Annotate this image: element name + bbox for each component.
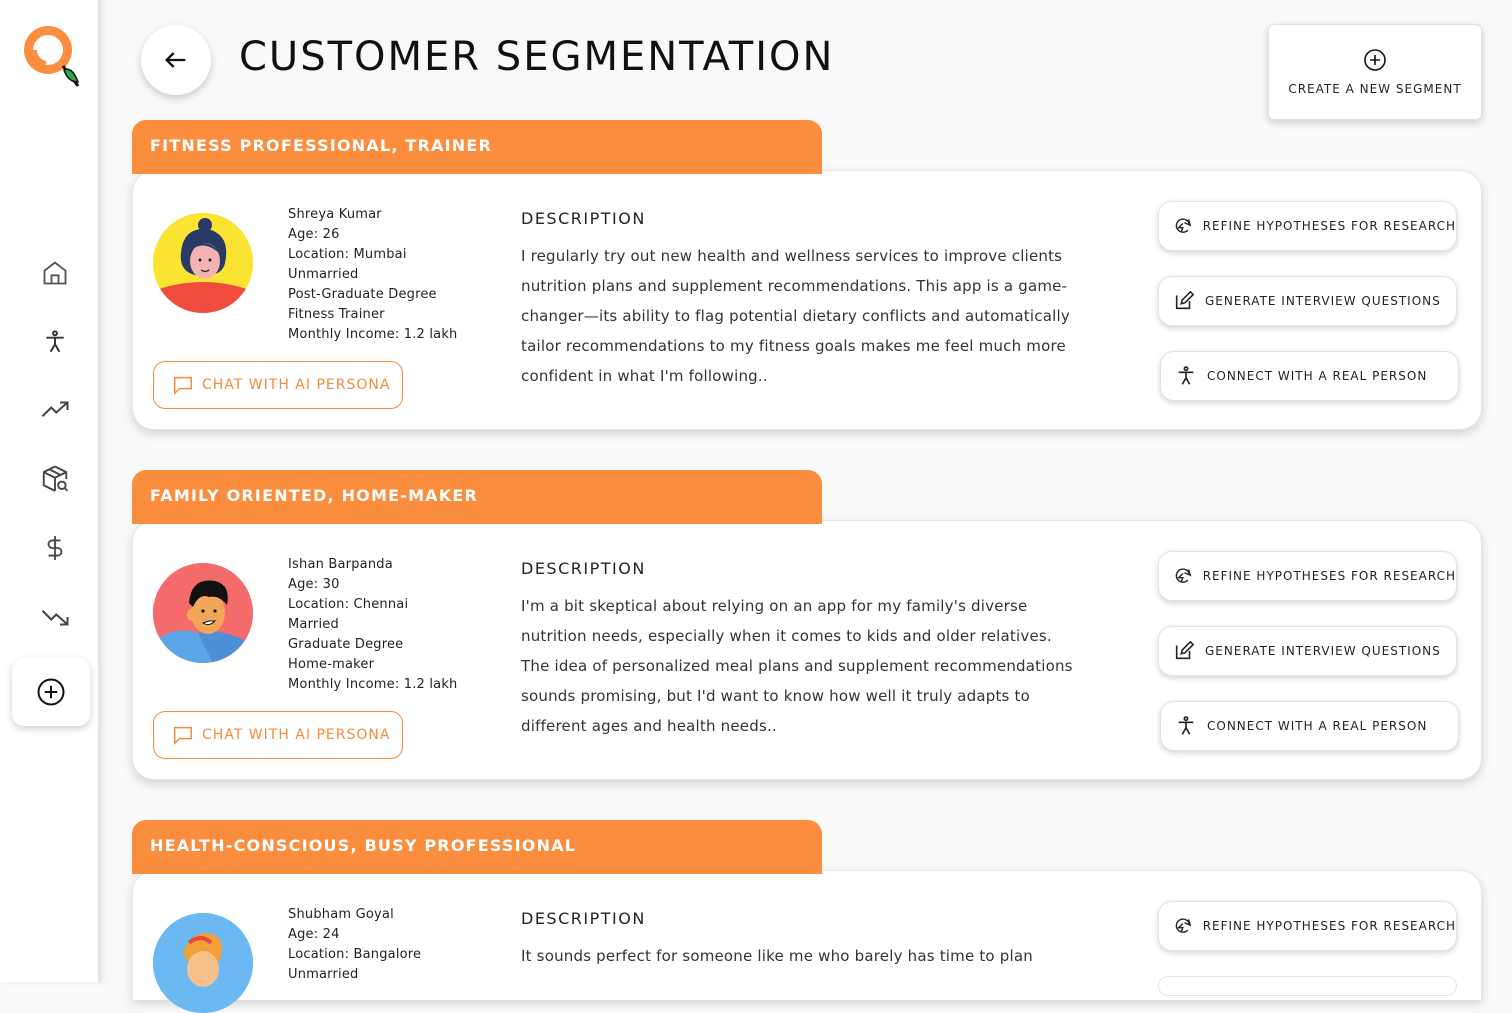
chat-label: CHAT WITH AI PERSONA	[202, 377, 391, 393]
trending-up-icon[interactable]	[38, 393, 72, 427]
plus-circle-icon	[36, 677, 66, 707]
segment-body	[132, 520, 1482, 780]
persona-education: Post-Graduate Degree	[288, 287, 437, 302]
persona-name: Shreya Kumar	[288, 207, 382, 222]
segment-title: FAMILY ORIENTED, HOME-MAKER	[150, 486, 479, 505]
refine-icon	[1173, 215, 1193, 237]
person-icon[interactable]	[38, 325, 72, 359]
dollar-icon[interactable]	[38, 531, 72, 565]
refine-label: REFINE HYPOTHESES FOR RESEARCH	[1202, 919, 1456, 933]
person-icon	[1175, 715, 1197, 737]
persona-occupation: Home-maker	[288, 657, 375, 672]
persona-details	[288, 205, 457, 345]
create-new-segment-label: CREATE A NEW SEGMENT	[1288, 82, 1462, 96]
generate-label: GENERATE INTERVIEW QUESTIONS	[1205, 294, 1441, 308]
avatar	[153, 913, 253, 1013]
plus-circle-icon	[1363, 48, 1387, 72]
persona-name: Shubham Goyal	[288, 907, 394, 922]
edit-icon	[1173, 640, 1195, 662]
refine-icon	[1173, 565, 1193, 587]
segment-card	[132, 820, 1482, 982]
persona-age: Age: 24	[288, 927, 340, 942]
persona-location: Location: Mumbai	[288, 247, 407, 262]
description-title: DESCRIPTION	[521, 559, 646, 578]
persona-occupation: Fitness Trainer	[288, 307, 385, 322]
persona-income: Monthly Income: 1.2 lakh	[288, 677, 458, 692]
segment-tab	[132, 120, 822, 174]
connect-label: CONNECT WITH A REAL PERSON	[1207, 369, 1428, 383]
description-text: I regularly try out new health and wellness services to improve clients nutrition plans and supplement recommendations. This app is a game-changer—its ability to flag potential dietary conflicts and automatically tailor recommendations to my fitness goals makes me feel much more confident in what I'm following..	[521, 247, 1070, 385]
connect-real-person-button[interactable]	[1160, 701, 1459, 751]
chat-icon	[172, 374, 194, 396]
segment-card	[132, 470, 1482, 780]
segment-tab	[132, 820, 822, 874]
person-icon	[1175, 365, 1197, 387]
persona-income: Monthly Income: 1.2 lakh	[288, 327, 458, 342]
home-icon[interactable]	[38, 256, 72, 290]
segment-body	[132, 170, 1482, 430]
segment-tab	[132, 470, 822, 524]
persona-location: Location: Chennai	[288, 597, 409, 612]
description-title: DESCRIPTION	[521, 909, 646, 928]
back-button[interactable]	[141, 25, 211, 95]
trending-down-icon[interactable]	[38, 600, 72, 634]
refine-hypotheses-button[interactable]	[1158, 551, 1457, 601]
connect-real-person-button[interactable]	[1160, 351, 1459, 401]
description-title: DESCRIPTION	[521, 209, 646, 228]
chat-icon	[172, 724, 194, 746]
app-logo[interactable]	[20, 22, 82, 88]
generate-label: GENERATE INTERVIEW QUESTIONS	[1205, 644, 1441, 658]
segment-title: FITNESS PROFESSIONAL, TRAINER	[150, 136, 493, 155]
chat-with-ai-persona-button[interactable]	[153, 711, 403, 759]
description-text: I'm a bit skeptical about relying on an app for my family's diverse nutrition needs, especially when it comes to kids and older relatives. The idea of personalized meal plans and supplement recommendations sounds promising, but I'd want to know how well it truly adapts to different ages and health needs..	[521, 597, 1073, 735]
edit-icon	[1173, 290, 1195, 312]
chat-with-ai-persona-button[interactable]	[153, 361, 403, 409]
segment-title: HEALTH-CONSCIOUS, BUSY PROFESSIONAL	[150, 836, 577, 855]
sidebar	[0, 0, 101, 982]
avatar	[153, 213, 253, 313]
page-title: CUSTOMER SEGMENTATION	[239, 34, 835, 80]
persona-marital: Married	[288, 617, 339, 632]
generate-interview-questions-button[interactable]	[1158, 976, 1457, 996]
persona-age: Age: 26	[288, 227, 340, 242]
refine-icon	[1173, 915, 1193, 937]
persona-details	[288, 905, 421, 985]
avatar	[153, 563, 253, 663]
refine-label: REFINE HYPOTHESES FOR RESEARCH	[1202, 569, 1456, 583]
refine-hypotheses-button[interactable]	[1158, 901, 1457, 951]
create-new-segment-button[interactable]	[1268, 24, 1482, 120]
persona-education: Graduate Degree	[288, 637, 404, 652]
package-search-icon[interactable]	[38, 462, 72, 496]
persona-location: Location: Bangalore	[288, 947, 422, 962]
segment-body	[132, 870, 1482, 1000]
generate-interview-questions-button[interactable]	[1158, 276, 1457, 326]
persona-marital: Unmarried	[288, 967, 359, 982]
description-text: It sounds perfect for someone like me who barely has time to plan	[521, 947, 1033, 965]
arrow-left-icon	[162, 46, 190, 74]
refine-hypotheses-button[interactable]	[1158, 201, 1457, 251]
refine-label: REFINE HYPOTHESES FOR RESEARCH	[1202, 219, 1456, 233]
persona-marital: Unmarried	[288, 267, 359, 282]
chat-label: CHAT WITH AI PERSONA	[202, 727, 391, 743]
segment-card	[132, 120, 1482, 430]
persona-name: Ishan Barpanda	[288, 557, 393, 572]
persona-age: Age: 30	[288, 577, 340, 592]
generate-interview-questions-button[interactable]	[1158, 626, 1457, 676]
add-button[interactable]	[12, 658, 90, 726]
persona-details	[288, 555, 457, 695]
connect-label: CONNECT WITH A REAL PERSON	[1207, 719, 1428, 733]
